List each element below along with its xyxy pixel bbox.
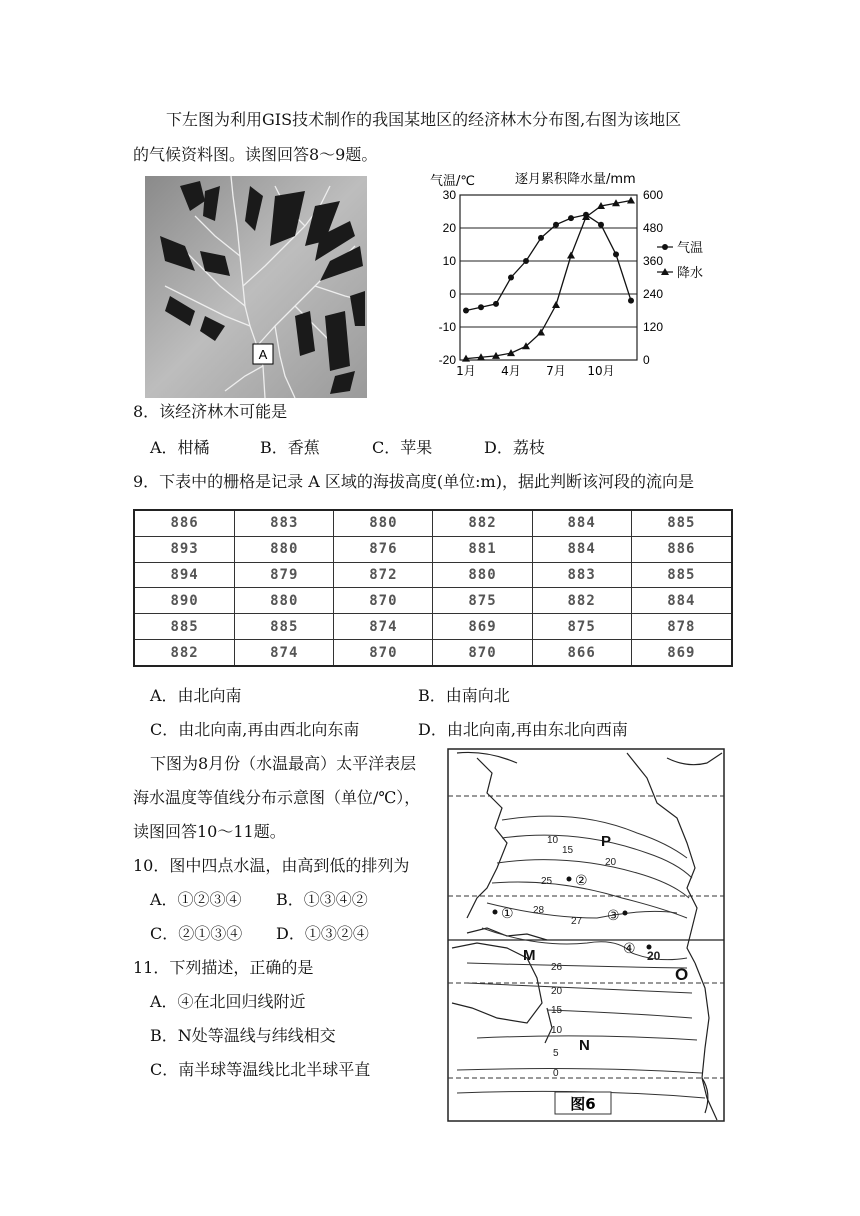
table-cell: 869 — [433, 614, 532, 640]
table-cell: 884 — [631, 588, 732, 614]
table-cell: 875 — [532, 614, 631, 640]
left-tick-label: 10 — [442, 254, 456, 268]
point-a-label: A — [258, 347, 268, 362]
economic-forest-map — [145, 176, 367, 398]
table-cell: 885 — [631, 562, 732, 588]
iso-label-5s: 5 — [553, 1048, 559, 1059]
series-line-circle — [466, 215, 631, 311]
q9-stem: 9．下表中的栅格是记录 A 区域的海拔高度(单位:m)，据此判断该河段的流向是 — [133, 472, 694, 491]
right-tick-label: 0 — [643, 353, 650, 367]
x-tick-label: 7月 — [546, 364, 566, 378]
right-tick-label: 240 — [643, 287, 664, 301]
q11-option-c[interactable]: C．南半球等温线比北半球平直 — [150, 1060, 371, 1079]
precip-point — [552, 301, 560, 308]
elevation-grid-table — [133, 509, 733, 667]
right-tick-label: 480 — [643, 221, 664, 235]
q10-stem: 10．图中四点水温，由高到低的排列为 — [133, 856, 410, 875]
table-cell: 870 — [433, 640, 532, 667]
q10-option-c[interactable]: C．②①③④ — [150, 924, 243, 943]
table-cell: 884 — [532, 536, 631, 562]
map-caption: 图6 — [570, 1095, 596, 1113]
table-cell: 881 — [433, 536, 532, 562]
point-1-label: ① — [501, 906, 514, 922]
q11-stem: 11．下列描述，正确的是 — [133, 958, 314, 977]
q8-option-a[interactable]: A．柑橘 — [150, 438, 210, 457]
intro-line-2: 的气候资料图。读图回答8～9题。 — [133, 145, 378, 164]
table-cell: 869 — [631, 640, 732, 667]
table-cell: 872 — [334, 562, 433, 588]
legend-label-temp: 气温 — [677, 241, 704, 256]
table-cell: 866 — [532, 640, 631, 667]
temp-point — [568, 215, 574, 221]
q8-stem: 8．该经济林木可能是 — [133, 402, 288, 421]
left-tick-label: -20 — [438, 353, 456, 367]
table-row — [134, 614, 732, 640]
iso-label-26: 26 — [551, 962, 563, 973]
point-p-label: P — [601, 833, 612, 850]
x-tick-label: 10月 — [587, 364, 615, 378]
q10-option-b[interactable]: B．①③④② — [276, 890, 368, 909]
temp-point — [553, 222, 559, 228]
q8-option-c[interactable]: C．苹果 — [372, 438, 433, 457]
left-tick-label: 30 — [442, 188, 456, 202]
temp-point — [493, 301, 499, 307]
iso-label-25: 25 — [541, 876, 553, 887]
table-cell: 880 — [235, 588, 334, 614]
temp-point — [523, 258, 529, 264]
x-tick-label: 1月 — [456, 364, 476, 378]
table-cell: 874 — [235, 640, 334, 667]
table-row — [134, 588, 732, 614]
temp-point — [598, 222, 604, 228]
table-cell: 886 — [134, 510, 235, 536]
iso-label-10s: 10 — [551, 1025, 563, 1036]
q8-option-b[interactable]: B．香蕉 — [260, 438, 320, 457]
plot-frame — [460, 195, 637, 360]
table-cell: 880 — [334, 510, 433, 536]
table-cell: 880 — [235, 536, 334, 562]
point-2-label: ② — [575, 873, 588, 889]
legend-marker-temp — [662, 244, 668, 250]
table-cell: 886 — [631, 536, 732, 562]
iso-label-0s: 0 — [553, 1068, 559, 1079]
q9-option-c[interactable]: C．由北向南,再由西北向东南 — [150, 720, 360, 739]
table-cell: 878 — [631, 614, 732, 640]
table-cell: 893 — [134, 536, 235, 562]
precip-point — [627, 197, 635, 204]
table-cell: 890 — [134, 588, 235, 614]
table-cell: 885 — [631, 510, 732, 536]
iso-label-20s: 20 — [551, 986, 563, 997]
precip-point — [567, 252, 575, 259]
x-tick-label: 4月 — [501, 364, 521, 378]
table-cell: 884 — [532, 510, 631, 536]
legend-label-precip: 降水 — [677, 266, 704, 281]
table-row — [134, 510, 732, 536]
table-cell: 874 — [334, 614, 433, 640]
left-axis-title: 气温/℃ — [430, 174, 475, 189]
table-row — [134, 640, 732, 667]
iso-label-27: 27 — [571, 916, 583, 927]
table-cell: 875 — [433, 588, 532, 614]
q9-option-a[interactable]: A．由北向南 — [150, 686, 242, 705]
series-line-triangle — [466, 201, 631, 359]
q10-option-a[interactable]: A．①②③④ — [150, 890, 242, 909]
table-cell: 879 — [235, 562, 334, 588]
left-tick-label: 20 — [442, 221, 456, 235]
table-cell: 880 — [433, 562, 532, 588]
q11-option-a[interactable]: A．④在北回归线附近 — [150, 992, 306, 1011]
climate-chart — [425, 165, 725, 380]
q9-option-b[interactable]: B．由南向北 — [418, 686, 510, 705]
point-3-label: ③ — [607, 908, 620, 924]
q10-option-d[interactable]: D．①③②④ — [276, 924, 369, 943]
q9-option-d[interactable]: D．由北向南,再由东北向西南 — [418, 720, 628, 739]
temp-point — [463, 308, 469, 314]
q8-option-d[interactable]: D．荔枝 — [484, 438, 545, 457]
point-m-label: M — [523, 947, 536, 964]
point-4-label: ④ — [623, 941, 636, 957]
table-row — [134, 536, 732, 562]
table-cell: 883 — [235, 510, 334, 536]
iso-label-28: 28 — [533, 905, 545, 916]
right-tick-label: 360 — [643, 254, 664, 268]
iso-label-20-near-4: 20 — [647, 949, 661, 963]
right-axis-title: 逐月累积降水量/mm — [515, 172, 636, 187]
table-cell: 870 — [334, 640, 433, 667]
temp-point — [538, 235, 544, 241]
q11-option-b[interactable]: B．N处等温线与纬线相交 — [150, 1026, 336, 1045]
intro-line-1: 下左图为利用GIS技术制作的我国某地区的经济林木分布图,右图为该地区 — [166, 110, 682, 129]
intro2-line-3: 读图回答10～11题。 — [133, 822, 286, 841]
right-tick-label: 600 — [643, 188, 664, 202]
table-cell: 876 — [334, 536, 433, 562]
temp-point — [478, 304, 484, 310]
table-cell: 882 — [532, 588, 631, 614]
iso-label-15s: 15 — [551, 1005, 563, 1016]
temp-point — [613, 251, 619, 257]
intro2-line-2: 海水温度等值线分布示意图（单位/℃）， — [133, 788, 421, 807]
iso-label-10: 10 — [547, 835, 559, 846]
precip-point — [537, 329, 545, 336]
iso-label-15: 15 — [562, 845, 574, 856]
pacific-sst-map — [447, 748, 725, 1122]
table-cell: 870 — [334, 588, 433, 614]
table-cell: 885 — [134, 614, 235, 640]
table-cell: 894 — [134, 562, 235, 588]
right-tick-label: 120 — [643, 320, 664, 334]
temp-point — [628, 298, 634, 304]
table-cell: 882 — [134, 640, 235, 667]
left-tick-label: -10 — [438, 320, 456, 334]
temp-point — [508, 275, 514, 281]
table-cell: 882 — [433, 510, 532, 536]
left-tick-label: 0 — [449, 287, 456, 301]
iso-label-20: 20 — [605, 857, 617, 868]
precip-point — [507, 349, 515, 356]
point-o-label: O — [675, 965, 689, 984]
table-cell: 885 — [235, 614, 334, 640]
point-n-label: N — [579, 1037, 590, 1054]
table-cell: 883 — [532, 562, 631, 588]
intro2-line-1: 下图为8月份（水温最高）太平洋表层 — [150, 754, 417, 773]
table-row — [134, 562, 732, 588]
